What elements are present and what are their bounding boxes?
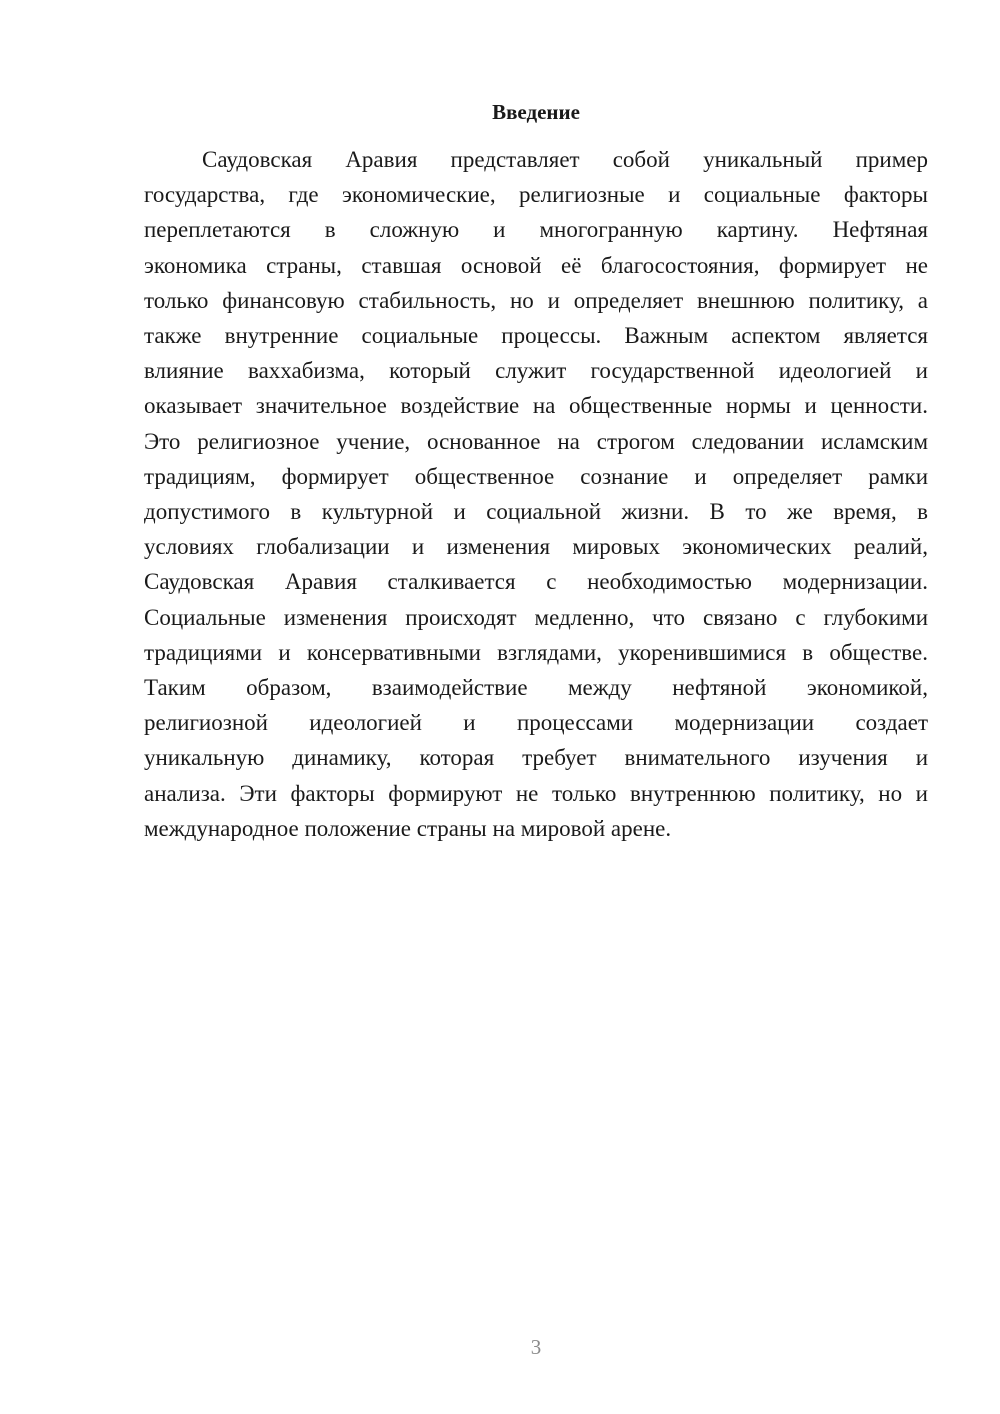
paragraph-line: Саудовская Аравия сталкивается с необходимостью модернизации. — [144, 569, 928, 595]
paragraph-line: условиях глобализации и изменения мировых экономических реалий, — [144, 534, 928, 560]
paragraph-line: традициям, формирует общественное сознание и определяет рамки — [144, 463, 928, 489]
paragraph-line: Это религиозное учение, основанное на строгом следовании исламским — [144, 428, 928, 454]
page-number: 3 — [530, 1335, 542, 1359]
paragraph-line: государства, где экономические, религиозные и социальные факторы — [144, 182, 928, 208]
paragraph-line: Социальные изменения происходят медленно, что связано с глубокими — [144, 604, 928, 630]
section-heading: Введение — [492, 100, 580, 124]
paragraph-line: международное положение страны на мировой арене. — [144, 815, 672, 841]
paragraph-line: традициями и консервативными взглядами, укоренившимися в обществе. — [144, 639, 928, 665]
paragraph-line: оказывает значительное воздействие на общественные нормы и ценности. — [144, 393, 928, 419]
paragraph-line: допустимого в культурной и социальной жизни. В то же время, в — [144, 499, 928, 525]
paragraph-line: уникальную динамику, которая требует внимательного изучения и — [144, 745, 928, 771]
paragraph-line: переплетаются в сложную и многогранную картину. Нефтяная — [144, 217, 928, 243]
paragraph-line: только финансовую стабильность, но и определяет внешнюю политику, а — [144, 287, 928, 313]
paragraph-line: Таким образом, взаимодействие между нефтяной экономикой, — [144, 675, 928, 701]
body-paragraph — [144, 142, 928, 846]
paragraph-line: влияние ваххабизма, который служит государственной идеологией и — [144, 358, 928, 384]
paragraph-line: религиозной идеологией и процессами модернизации создает — [144, 710, 928, 736]
paragraph-line: экономика страны, ставшая основой её благосостояния, формирует не — [144, 252, 928, 278]
paragraph-line: также внутренние социальные процессы. Важным аспектом является — [144, 323, 928, 349]
paragraph-line: анализа. Эти факторы формируют не только внутреннюю политику, но и — [144, 780, 928, 806]
paragraph-line: Саудовская Аравия представляет собой уникальный пример — [202, 147, 928, 172]
